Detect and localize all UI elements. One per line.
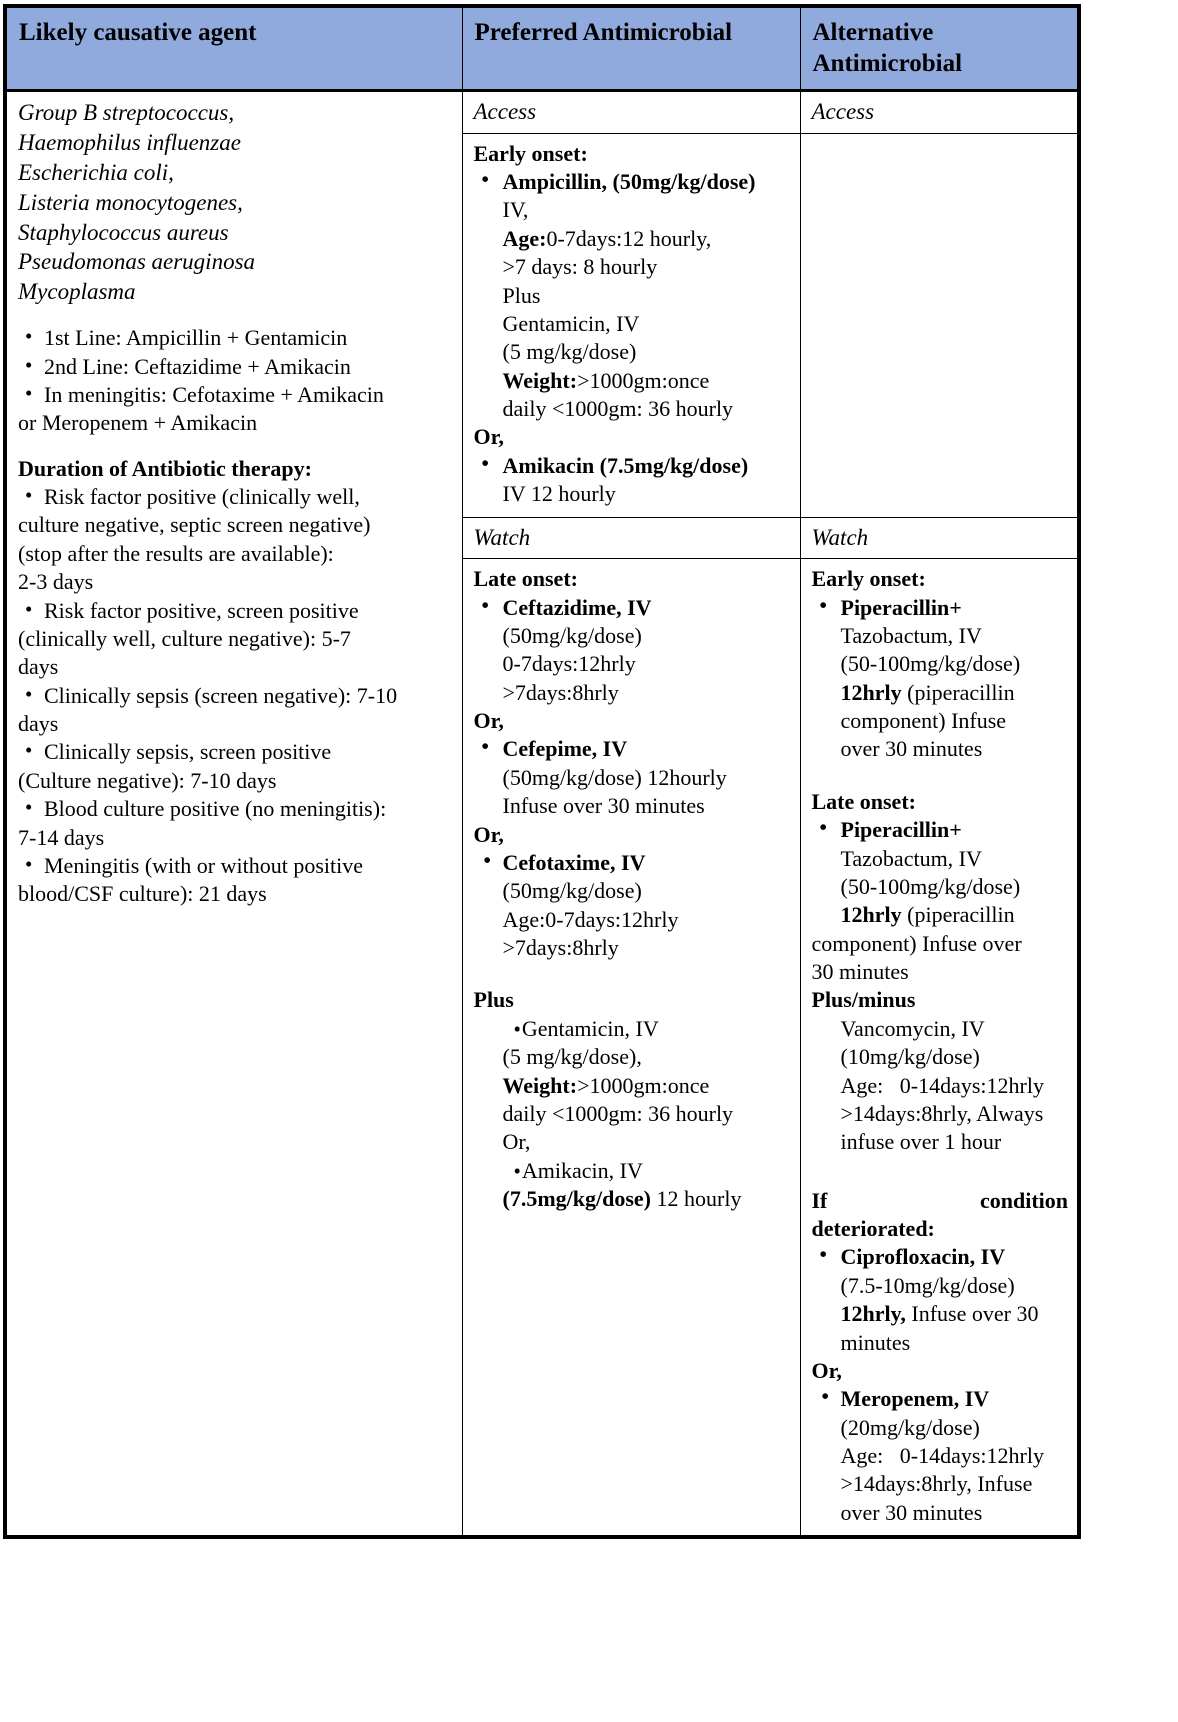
organism-item: Listeria monocytogenes,: [18, 189, 243, 215]
weight-label: Weight:: [502, 367, 578, 393]
drug-infusion-note: over 30 minutes: [840, 1499, 983, 1525]
drug-infusion-note: Infuse over 30 minutes: [502, 793, 705, 819]
list-item: • Ceftazidime, IV: [474, 594, 791, 622]
late-onset-heading: Late onset:: [811, 788, 916, 814]
bullet-icon: [514, 1016, 522, 1041]
list-item: • Cefepime, IV: [474, 735, 791, 763]
weight-schedule-line2: daily <1000gm: 36 hourly: [502, 1100, 734, 1126]
drug-note: component) Infuse: [840, 708, 1007, 734]
spacer: [18, 438, 453, 455]
table-header-row: [5, 6, 1079, 91]
access-tier-row: [5, 91, 1079, 134]
drug-name: Amikacin, IV: [521, 1157, 643, 1183]
drug-dose: (5 mg/kg/dose),: [502, 1044, 642, 1070]
drug-note: (piperacillin: [907, 902, 1015, 928]
or-connector: Or,: [502, 1129, 531, 1155]
drug-schedule: >7days:8hrly: [502, 935, 619, 961]
drug-name: Gentamicin, IV: [502, 310, 640, 336]
drug-frequency: 12hrly: [840, 902, 902, 928]
or-connector: Or,: [473, 821, 504, 847]
duration-list: [18, 852, 453, 880]
column-header-causative-agent: Likely causative agent: [5, 6, 462, 91]
list-item: • Risk factor positive (clinically well,: [18, 483, 453, 511]
drug-dose: (7.5-10mg/kg/dose): [840, 1272, 1015, 1298]
list-item: • Meningitis (with or without positive: [18, 852, 453, 880]
alternative-access-tier-label: Access: [800, 91, 1079, 134]
drug-name-line2: Tazobactum, IV: [840, 622, 982, 648]
list-item: • Clinically sepsis (screen negative): 7-10: [18, 682, 453, 710]
alt-deterioration-drug-list: [812, 1243, 1069, 1271]
or-connector: Or,: [473, 424, 504, 450]
age-value: 0-14days:12hrly: [899, 1072, 1044, 1098]
watch-drug-list: [474, 849, 791, 877]
drug-infusion-note-line2: minutes: [840, 1329, 911, 1355]
list-item: • Ampicillin, (50mg/kg/dose): [474, 168, 791, 196]
column-header-alternative-antimicrobial: Alternative Antimicrobial: [800, 6, 1079, 91]
early-onset-heading: Early onset:: [473, 140, 588, 166]
age-value: 0-7days:12 hourly,: [546, 225, 712, 251]
drug-dose: (10mg/kg/dose): [840, 1044, 980, 1070]
drug-dose: (5 mg/kg/dose): [502, 339, 637, 365]
duration-continuation: days: [18, 711, 59, 737]
list-item: • Piperacillin+: [812, 594, 1069, 622]
organism-item: Haemophilus influenzae: [18, 129, 241, 155]
organism-item: Mycoplasma: [18, 279, 136, 305]
organism-item: Group B streptococcus,: [18, 100, 235, 125]
drug-frequency: 12hrly,: [840, 1301, 906, 1327]
age-label: Age:: [840, 1072, 884, 1098]
spacer: [812, 1157, 1069, 1187]
duration-continuation: culture negative, septic screen negative): [18, 512, 371, 538]
or-connector: Or,: [473, 708, 504, 734]
duration-continuation: 2-3 days: [18, 569, 94, 595]
plus-connector: Plus: [502, 282, 541, 308]
age-label: Age:: [840, 1443, 884, 1469]
alt-early-drug-list: [812, 594, 1069, 622]
duration-continuation: 7-14 days: [18, 824, 105, 850]
age-value: 0-7days:12hrly: [545, 906, 679, 932]
drug-frequency: 12 hourly: [656, 1186, 742, 1212]
alt-late-drug-list: [812, 816, 1069, 844]
drug-frequency: 12hrly: [840, 679, 902, 705]
drug-dose: (50-100mg/kg/dose): [840, 651, 1021, 677]
drug-dose: (20mg/kg/dose): [840, 1414, 980, 1440]
list-item: • Clinically sepsis, screen positive: [18, 738, 453, 766]
duration-heading: Duration of Antibiotic therapy:: [18, 455, 312, 481]
age-label: Age:: [502, 225, 547, 251]
duration-list: [18, 682, 453, 710]
deterioration-heading-line2: deteriorated:: [811, 1216, 935, 1242]
organism-item: Staphylococcus aureus: [18, 219, 229, 245]
age-value: 0-14days:12hrly: [899, 1443, 1044, 1469]
early-onset-heading: Early onset:: [811, 566, 926, 592]
weight-value: >1000gm:once: [577, 367, 710, 393]
drug-schedule: >14days:8hrly, Infuse: [840, 1471, 1033, 1497]
list-item: • Risk factor positive, screen positive: [18, 597, 453, 625]
late-onset-heading: Late onset:: [473, 566, 578, 592]
drug-note: (piperacillin: [907, 679, 1015, 705]
treatment-line-continuation: or Meropenem + Amikacin: [18, 410, 258, 436]
duration-list: [18, 597, 453, 625]
treatment-line-list: [18, 324, 453, 409]
duration-continuation: blood/CSF culture): 21 days: [18, 881, 267, 907]
deterioration-heading: [812, 1187, 1069, 1215]
drug-note: over 30 minutes: [840, 736, 983, 762]
plus-minus-connector: Plus/minus: [811, 987, 916, 1013]
drug-dose: (7.5mg/kg/dose): [502, 1186, 651, 1212]
duration-list: [18, 795, 453, 823]
preferred-access-tier-label: Access: [462, 91, 800, 134]
antimicrobial-guideline-table: [3, 4, 1081, 1539]
organism-list: [18, 98, 453, 307]
deterioration-heading-if: If: [811, 1187, 828, 1213]
drug-name-line2: Tazobactum, IV: [840, 845, 982, 871]
causative-agent-cell: [5, 91, 462, 1538]
duration-continuation: days: [18, 654, 59, 680]
preferred-watch-cell: [462, 559, 800, 1538]
alternative-access-cell: [800, 133, 1079, 517]
list-item: • 1st Line: Ampicillin + Gentamicin: [18, 324, 453, 352]
drug-infusion-note: infuse over 1 hour: [840, 1129, 1002, 1155]
access-alt-drug-list: [474, 452, 791, 480]
drug-route: IV 12 hourly: [502, 481, 616, 507]
weight-value: >1000gm:once: [577, 1072, 710, 1098]
list-item: • Blood culture positive (no meningitis):: [18, 795, 453, 823]
age-label: Age:: [502, 906, 546, 932]
drug-note: component) Infuse over: [811, 930, 1022, 956]
bullet-icon: [514, 1158, 522, 1183]
duration-continuation: (stop after the results are available):: [18, 540, 334, 566]
duration-list: [18, 483, 453, 511]
drug-note: 30 minutes: [811, 959, 909, 985]
list-item: • Cefotaxime, IV: [474, 849, 791, 877]
drug-infusion-note: Infuse over 30: [911, 1301, 1039, 1327]
spacer: [812, 764, 1069, 788]
spacer: [18, 307, 453, 324]
alt-meropenem-list: [812, 1385, 1069, 1413]
deterioration-heading-condition: condition: [979, 1187, 1068, 1213]
preferred-access-cell: [462, 133, 800, 517]
access-drug-list: [474, 168, 791, 196]
drug-dose: (50mg/kg/dose): [502, 878, 642, 904]
drug-route: IV,: [502, 197, 529, 223]
alternative-watch-tier-label: Watch: [800, 517, 1079, 559]
drug-schedule: >7days:8hrly: [502, 679, 619, 705]
drug-dose: (50mg/kg/dose): [502, 622, 642, 648]
list-item: • Amikacin (7.5mg/kg/dose): [474, 452, 791, 480]
organism-item: Escherichia coli,: [18, 159, 174, 185]
drug-schedule: 0-7days:12hrly: [502, 651, 636, 677]
list-item: • Ciprofloxacin, IV: [812, 1243, 1069, 1271]
drug-name: Gentamicin, IV: [521, 1015, 659, 1041]
duration-continuation: (clinically well, culture negative): 5-7: [18, 625, 351, 651]
duration-list: [18, 738, 453, 766]
drug-dose: (50mg/kg/dose) 12hourly: [502, 764, 727, 790]
list-item: • 2nd Line: Ceftazidime + Amikacin: [18, 353, 453, 381]
watch-drug-list: [474, 594, 791, 622]
watch-drug-list: [474, 735, 791, 763]
alternative-watch-cell: [800, 559, 1079, 1538]
spacer: [474, 962, 791, 986]
weight-schedule-line2: daily <1000gm: 36 hourly: [502, 396, 734, 422]
organism-item: Pseudomonas aeruginosa: [18, 249, 256, 275]
list-item: • Piperacillin+: [812, 816, 1069, 844]
weight-label: Weight:: [502, 1072, 578, 1098]
column-header-preferred-antimicrobial: Preferred Antimicrobial: [462, 6, 800, 91]
preferred-watch-tier-label: Watch: [462, 517, 800, 559]
drug-dose: (50-100mg/kg/dose): [840, 873, 1021, 899]
drug-name: Vancomycin, IV: [840, 1015, 985, 1041]
or-connector: Or,: [811, 1357, 842, 1383]
list-item: • Meropenem, IV: [812, 1385, 1069, 1413]
list-item: • In meningitis: Cefotaxime + Amikacin: [18, 381, 453, 409]
plus-connector: Plus: [473, 987, 514, 1013]
duration-continuation: (Culture negative): 7-10 days: [18, 767, 277, 793]
age-schedule-line2: >7 days: 8 hourly: [502, 254, 658, 280]
drug-schedule: >14days:8hrly, Always: [840, 1100, 1044, 1126]
